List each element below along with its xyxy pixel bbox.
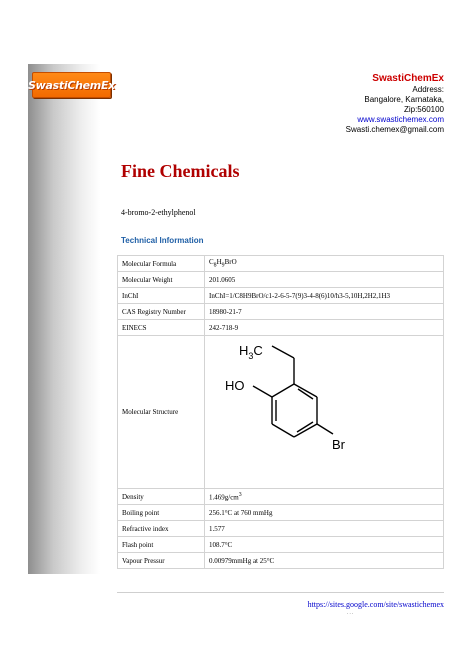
- website-link[interactable]: www.swastichemex.com: [357, 115, 444, 124]
- bromine-label: Br: [332, 437, 345, 452]
- boiling-point-label: Boiling point: [118, 505, 205, 521]
- weight-label: Molecular Weight: [118, 272, 205, 288]
- formula-h: H: [216, 258, 222, 267]
- company-name: SwastiChemEx: [372, 73, 444, 84]
- footer-divider: [117, 592, 444, 593]
- formula-c-count: 8: [213, 262, 217, 269]
- molecular-structure-diagram: [209, 337, 439, 487]
- table-row: [118, 272, 444, 288]
- vapour-pressure-value: 0.00979mmHg at 25°C: [205, 553, 444, 569]
- flash-point-value: 108.7°C: [205, 537, 444, 553]
- table-row: [118, 288, 444, 304]
- compound-name: 4-bromo-2-ethylphenol: [121, 208, 196, 217]
- density-label: Density: [118, 489, 205, 505]
- section-heading: Technical Information: [121, 236, 204, 245]
- cas-value: 18980-21-7: [205, 304, 444, 320]
- structure-cell: [205, 336, 444, 489]
- footer-overflow-marks: . . .: [347, 611, 354, 616]
- density-exponent: 3: [238, 491, 242, 498]
- table-row: [118, 537, 444, 553]
- structure-label: Molecular Structure: [118, 336, 205, 489]
- table-row: [118, 320, 444, 336]
- logo-text: SwastiChemEx: [28, 78, 115, 92]
- formula-rest: BrO: [224, 258, 237, 267]
- table-row: [118, 256, 444, 272]
- formula-h-count: 9: [221, 262, 225, 269]
- inchi-label: InChI: [118, 288, 205, 304]
- table-row: [118, 521, 444, 537]
- address-label: Address:: [412, 85, 444, 94]
- boiling-point-value: 256.1°C at 760 mmHg: [205, 505, 444, 521]
- vapour-pressure-label: Vapour Pressur: [118, 553, 205, 569]
- address-line: Bangalore, Karnataka,: [364, 95, 444, 104]
- footer-url[interactable]: https://sites.google.com/site/swastichemex: [307, 600, 444, 609]
- table-row: [118, 336, 444, 489]
- formula-label: Molecular Formula: [118, 256, 205, 272]
- einecs-value: 242-718-9: [205, 320, 444, 336]
- table-row: [118, 553, 444, 569]
- bond-lines: [253, 346, 333, 437]
- methyl-h: H: [239, 343, 249, 358]
- email-address[interactable]: Swasti.chemex@gmail.com: [345, 125, 444, 134]
- inchi-value: InChI=1/C8H9BrO/c1-2-6-5-7(9)3-4-8(6)10/h3-5,10H,2H2,1H3: [205, 288, 444, 304]
- properties-table: [117, 255, 444, 569]
- company-contact-block: [346, 72, 444, 135]
- company-logo: [28, 72, 115, 98]
- table-row: [118, 304, 444, 320]
- table-row: [118, 489, 444, 505]
- formula-value: [205, 256, 444, 272]
- density-number: 1.469g/cm: [209, 493, 239, 502]
- flash-point-label: Flash point: [118, 537, 205, 553]
- zip-code: Zip:560100: [403, 105, 444, 114]
- table-row: [118, 505, 444, 521]
- formula-c: C: [209, 258, 214, 267]
- page-title: Fine Chemicals: [121, 161, 240, 181]
- methyl-count: 3: [248, 351, 254, 361]
- cas-label: CAS Registry Number: [118, 304, 205, 320]
- refractive-index-label: Refractive index: [118, 521, 205, 537]
- methyl-label: [239, 343, 263, 361]
- refractive-index-value: 1.577: [205, 521, 444, 537]
- sidebar-gradient: [28, 64, 100, 574]
- methyl-c: C: [253, 343, 263, 358]
- hydroxyl-label: HO: [225, 378, 245, 393]
- weight-value: 201.0605: [205, 272, 444, 288]
- density-value: [205, 489, 444, 505]
- einecs-label: EINECS: [118, 320, 205, 336]
